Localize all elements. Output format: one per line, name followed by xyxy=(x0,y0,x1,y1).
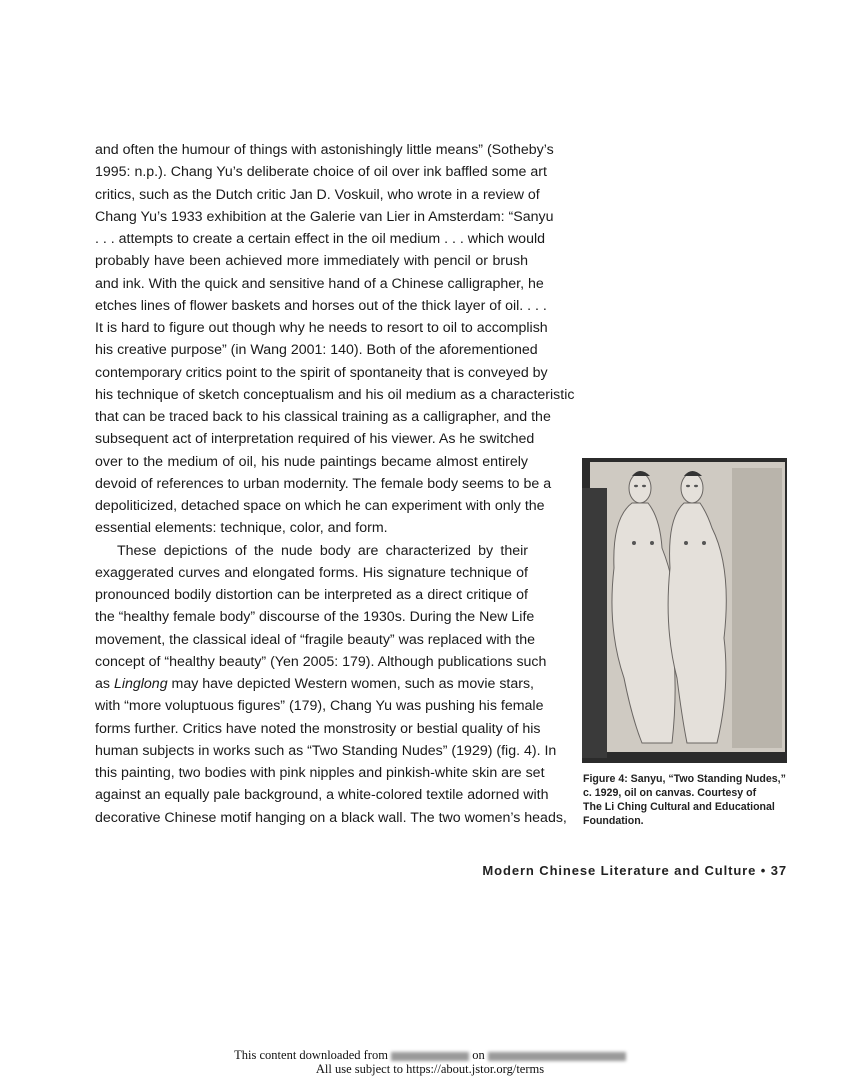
jstor-on-text: on xyxy=(469,1048,488,1062)
caption-line: Foundation. xyxy=(583,815,644,827)
figure-caption xyxy=(583,772,793,828)
body-line: devoid of references to urban modernity. The female body seems to be a xyxy=(95,475,552,492)
body-line: subsequent act of interpretation required of his viewer. As he switched xyxy=(95,431,535,448)
body-line: It is hard to figure out though why he needs to resort to oil to accomplish xyxy=(95,320,548,336)
redacted-ip xyxy=(391,1052,469,1061)
painting-image xyxy=(582,458,787,763)
body-line: that can be traced back to his classical training as a calligrapher, and the xyxy=(95,409,551,425)
jstor-terms-text[interactable]: All use subject to https://about.jstor.org/terms xyxy=(315,1062,545,1076)
italic-title: Linglong xyxy=(113,676,168,692)
body-line: pronounced bodily distortion can be interpreted as a direct critique of xyxy=(95,587,528,603)
body-line: his creative purpose” (in Wang 2001: 140). Both of the aforementioned xyxy=(95,342,538,359)
body-line: movement, the classical ideal of “fragile beauty” was replaced with the xyxy=(95,631,536,648)
body-line: depoliticized, detached space on which he can experiment with only the xyxy=(95,498,545,514)
body-line: probably have been achieved more immediately with pencil or brush xyxy=(95,253,528,270)
body-line: this painting, two bodies with pink nipples and pinkish-white skin are set xyxy=(95,765,545,781)
body-line: These depictions of the nude body are characterized by their xyxy=(117,542,528,559)
body-line: etches lines of flower baskets and horses out of the thick layer of oil. . . . xyxy=(95,297,547,314)
jstor-notice xyxy=(0,1048,860,1076)
body-line: forms further. Critics have noted the monstrosity or bestial quality of his xyxy=(95,720,541,737)
jstor-download-text: This content downloaded from xyxy=(234,1048,392,1062)
body-line: the “healthy female body” discourse of the 1930s. During the New Life xyxy=(95,609,535,626)
caption-line: The Li Ching Cultural and Educational xyxy=(583,801,775,813)
caption-line: c. 1929, oil on canvas. Courtesy of xyxy=(583,787,757,799)
text-run: may have depicted Western women, such as movie stars, xyxy=(167,676,535,692)
body-line: and often the humour of things with astonishingly little means” (Sotheby’s xyxy=(95,142,554,158)
body-line: critics, such as the Dutch critic Jan D. Voskuil, who wrote in a review of xyxy=(95,186,540,203)
body-line: against an equally pale background, a white-colored textile adorned with xyxy=(95,787,549,804)
body-line: his technique of sketch conceptualism and his oil medium as a characteristic xyxy=(95,386,575,403)
body-line: and ink. With the quick and sensitive hand of a Chinese calligrapher, he xyxy=(95,275,544,292)
body-line: over to the medium of oil, his nude paintings became almost entirely xyxy=(95,453,528,470)
caption-line: Figure 4: Sanyu, “Two Standing Nudes,” xyxy=(583,773,786,785)
body-line: concept of “healthy beauty” (Yen 2005: 179). Although publications such xyxy=(95,653,547,670)
body-line: 1995: n.p.). Chang Yu’s deliberate choice of oil over ink baffled some art xyxy=(95,164,547,181)
redacted-timestamp xyxy=(488,1052,626,1061)
body-line xyxy=(95,673,535,695)
body-line: with “more voluptuous figures” (179), Chang Yu was pushing his female xyxy=(95,698,544,715)
text-run: as xyxy=(95,676,114,692)
figure-painting-two-standing-nudes xyxy=(582,458,787,763)
body-line: exaggerated curves and elongated forms. His signature technique of xyxy=(95,564,528,581)
body-text xyxy=(95,139,575,829)
running-footer: Modern Chinese Literature and Culture • 37 xyxy=(482,863,787,878)
body-line: contemporary critics point to the spirit of spontaneity that is conveyed by xyxy=(95,364,548,381)
body-line: human subjects in works such as “Two Standing Nudes” (1929) (fig. 4). In xyxy=(95,742,557,759)
body-line: . . . attempts to create a certain effect in the oil medium . . . which would xyxy=(95,231,546,247)
body-line: decorative Chinese motif hanging on a black wall. The two women’s heads, xyxy=(95,809,567,826)
body-line: Chang Yu’s 1933 exhibition at the Galerie van Lier in Amsterdam: “Sanyu xyxy=(95,208,554,225)
body-line: essential elements: technique, color, and form. xyxy=(95,520,388,537)
